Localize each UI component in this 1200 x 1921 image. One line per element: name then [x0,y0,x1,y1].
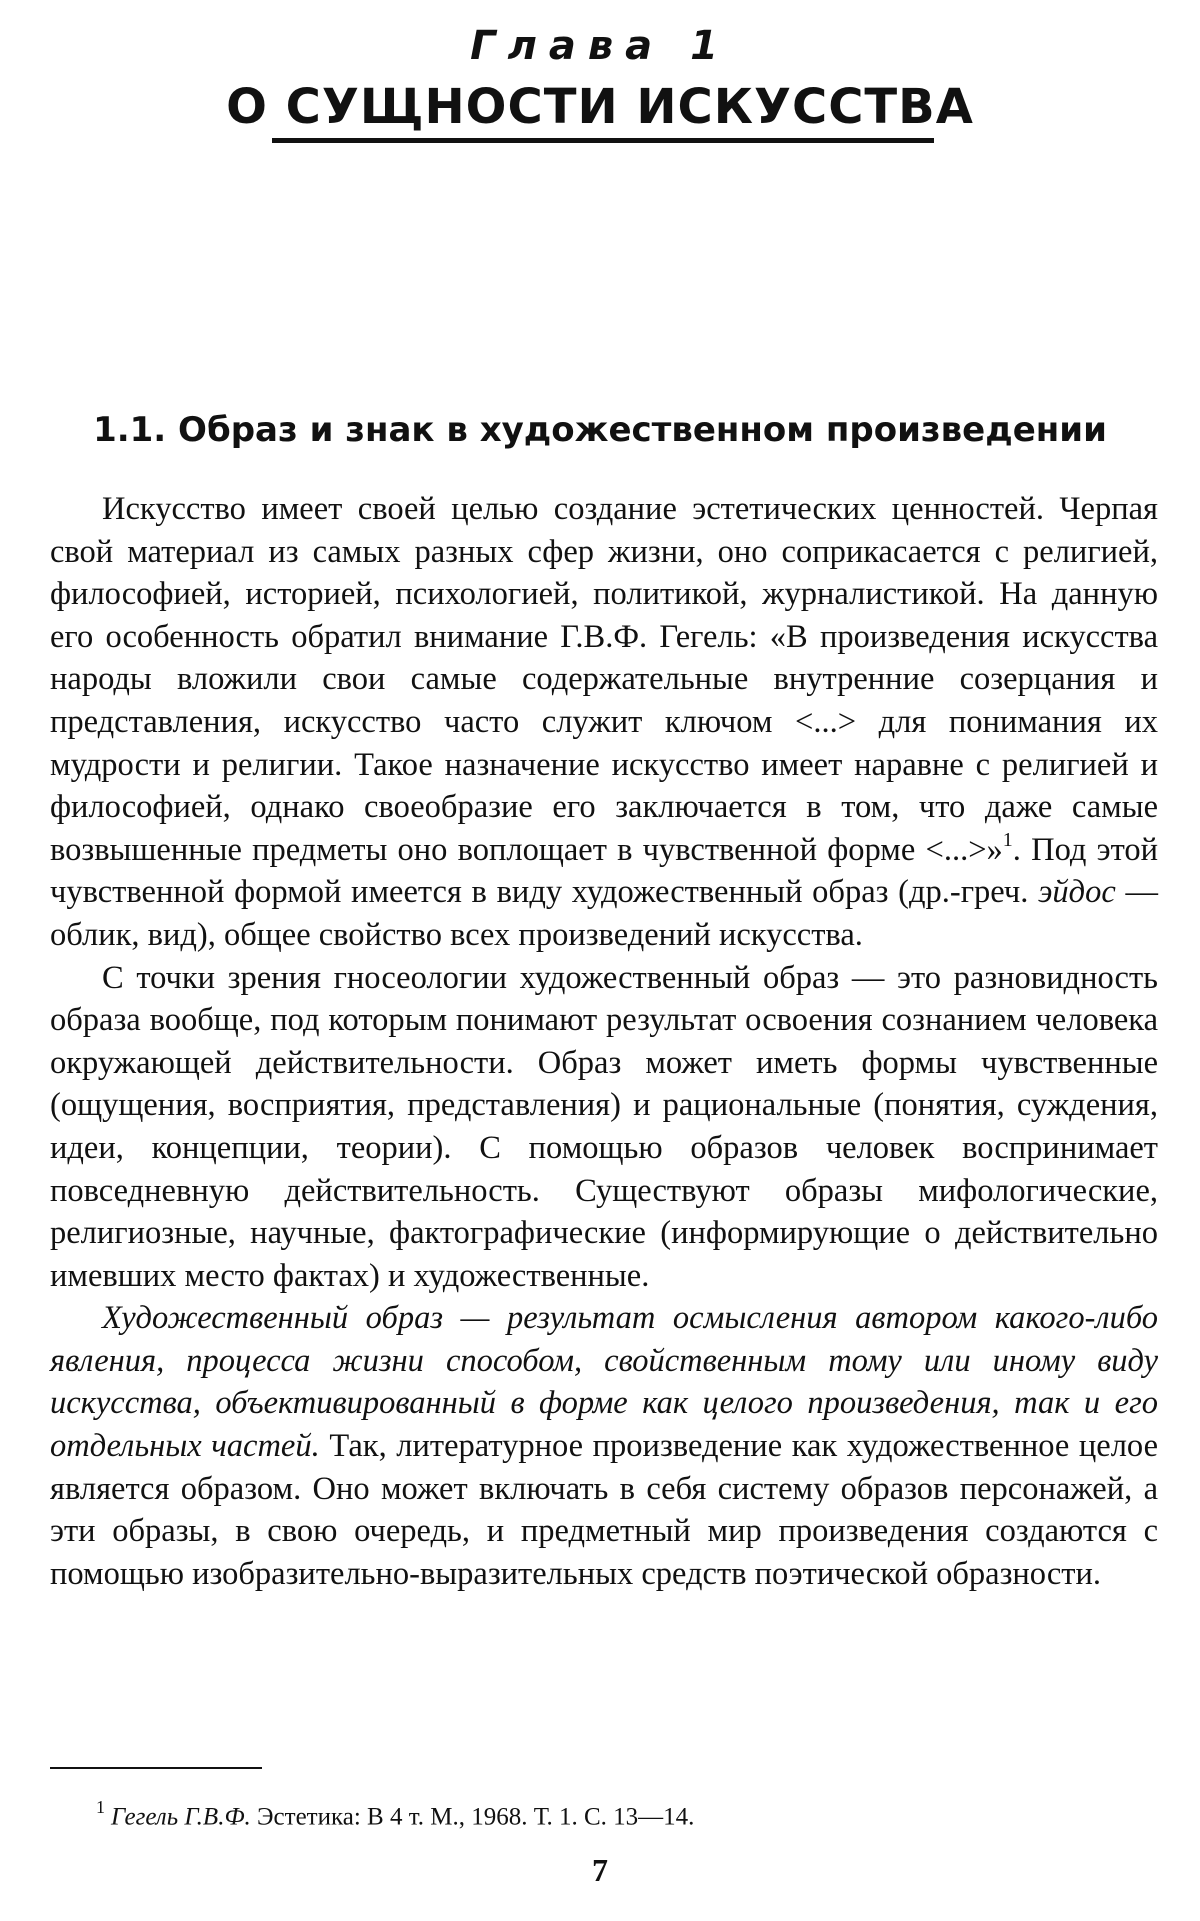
paragraph-1-text-a: Искусство имеет своей целью создание эстетических ценностей. Черпая свой материал из самых разных сфер жизни, оно соприкасается с религией, философией, историей, психологией, политикой, журналистикой. На данную его особенность обратил внимание Г.В.Ф. Гегель: «В произведения искусства народы вложили свои самые содержательные внутренние созерцания и представления, искусство часто служит ключом <...> для понимания их мудрости и религии. Такое назначение искусство имеет наравне с религией и философией, однако своеобразие его заключается в том, что даже самые возвышенные предметы оно воплощает в чувственной форме <...>» [50,491,1158,868]
chapter-label: Глава 1 [470,23,730,69]
paragraph-1-text-b: . Под этой чувственной формой имеется в виду художественный образ (др.-греч. [50,831,1159,911]
footnote [96,1793,1156,1833]
paragraph-1 [50,488,1158,957]
paragraph-2: С точки зрения гносеологии художественный образ — это разновидность образа вообще, под которым понимают результат освоения сознанием человека окружающей действительности. Образ может иметь формы чувственные (ощущения, восприятия, представления) и рациональные (понятия, суждения, идеи, концепции, теории). С помощью образов человек воспринимает повседневную действительность. Существуют образы мифологические, религиозные, научные, фактографические (информирующие о действительно имевших место фактах) и художественные. [50,959,1158,1294]
definition-text: Художественный образ — результат осмысления автором какого-либо явления, процесса жизни способом, свойственным тому или иному виду искусства, объективированный в форме как целого произведения, так и его отдельных частей. [50,1300,1158,1465]
footnote-separator [50,1767,262,1769]
title-underline-rule [272,138,934,143]
paragraph-1-text-c: — облик, вид), общее свойство всех произведений искусства. [50,874,1158,953]
footnote-text: Эстетика: В 4 т. М., 1968. Т. 1. С. 13—14. [250,1803,695,1831]
section-heading: 1.1. Образ и знак в художественном произведении [93,410,1107,450]
body-text [50,488,1158,1595]
term-eidos: эйдос [1038,874,1116,911]
footnote-number: 1 [96,1797,105,1817]
paragraph-3 [50,1297,1158,1595]
paragraph-3-text: Так, литературное произведение как художественное целое является образом. Оно может включать в себя систему образов персонажей, а эти образы, в свою очередь, и предметный мир произведения создаются с помощью изобразительно-выразительных средств поэтической образности. [50,1428,1158,1592]
footnote-reference[interactable]: 1 [1002,828,1013,851]
page-number: 7 [592,1852,608,1888]
chapter-title: О СУЩНОСТИ ИСКУССТВА [226,79,974,135]
footnote-author: Гегель Г.В.Ф. [111,1803,251,1831]
